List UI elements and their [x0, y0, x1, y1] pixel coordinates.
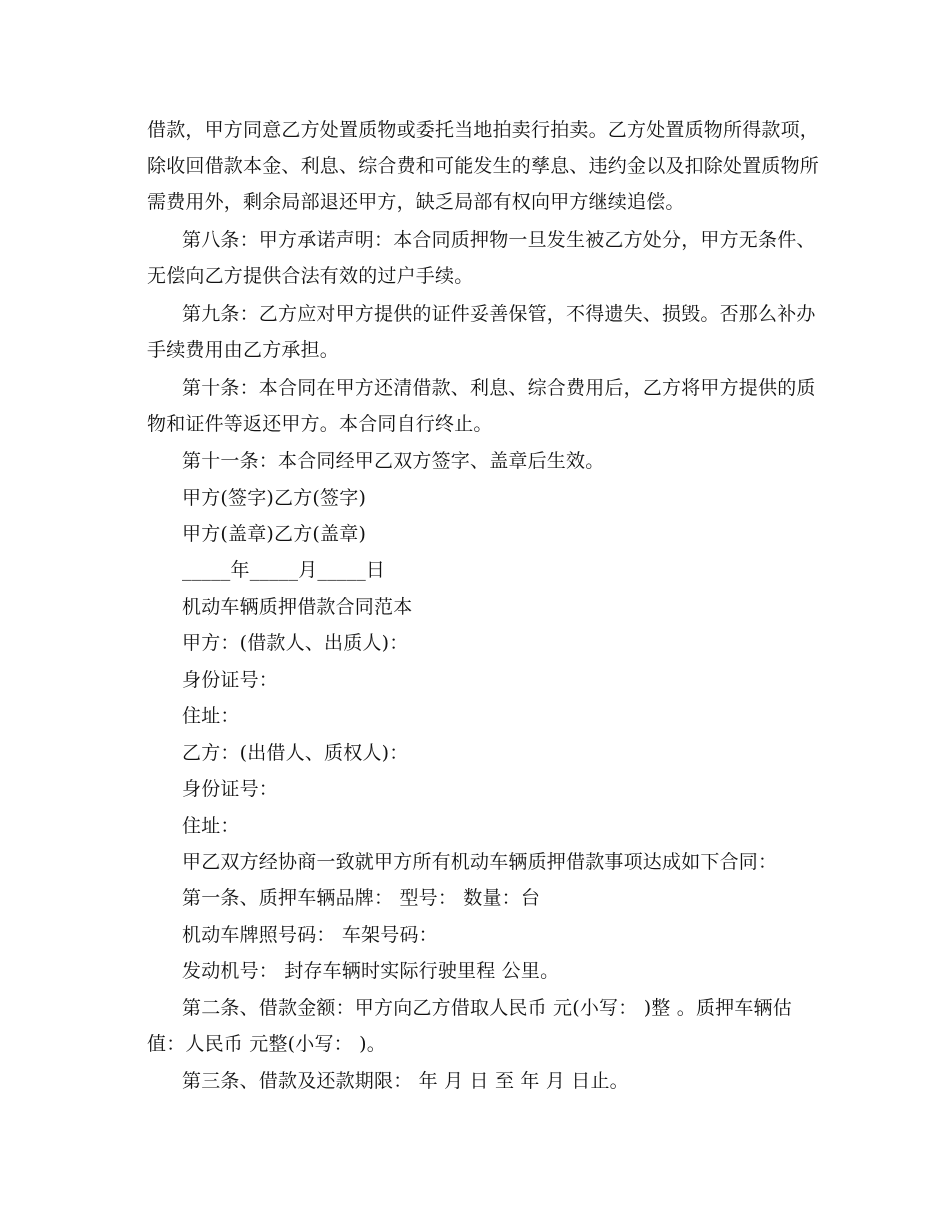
text-line: 除收回借款本金、利息、综合费和可能发生的孳息、违约金以及扣除处置质物所 — [147, 155, 820, 177]
text-line: 乙方：(出借人、质权人)： — [182, 742, 409, 764]
text-line: 身份证号： — [182, 669, 279, 691]
text-line: 第十一条：本合同经甲乙双方签字、盖章后生效。 — [182, 450, 605, 472]
date-line: _____年_____月_____日 — [182, 559, 386, 581]
seal-line: 甲方(盖章)乙方(盖章) — [182, 523, 367, 545]
text-line: 借款，甲方同意乙方处置质物或委托当地拍卖行拍卖。乙方处置质物所得款项， — [147, 119, 820, 141]
text-line: 住址： — [182, 705, 240, 727]
text-line: 无偿向乙方提供合法有效的过户手续。 — [147, 265, 474, 287]
text-line: 值：人民币 元整(小写： )。 — [147, 1033, 386, 1055]
text-line: 发动机号： 封存车辆时实际行驶里程 公里。 — [182, 960, 560, 982]
signature-line: 甲方(签字)乙方(签字) — [182, 487, 367, 509]
text-line: 身份证号： — [182, 778, 279, 800]
text-line: 第一条、质押车辆品牌： 型号： 数量：台 — [182, 887, 541, 909]
text-line: 需费用外，剩余局部退还甲方，缺乏局部有权向甲方继续追偿。 — [147, 191, 685, 213]
section-title: 机动车辆质押借款合同范本 — [182, 596, 413, 618]
text-line: 住址： — [182, 815, 240, 837]
text-line: 物和证件等返还甲方。本合同自行终止。 — [147, 413, 493, 435]
text-line: 甲乙双方经协商一致就甲方所有机动车辆质押借款事项达成如下合同： — [182, 851, 778, 873]
text-line: 机动车牌照号码： 车架号码： — [182, 924, 438, 946]
text-line: 第三条、借款及还款期限： 年 月 日 至 年 月 日止。 — [182, 1070, 629, 1092]
text-line: 手续费用由乙方承担。 — [147, 339, 340, 361]
text-line: 甲方：(借款人、出质人)： — [182, 632, 409, 654]
text-line: 第九条：乙方应对甲方提供的证件妥善保管，不得遗失、损毁。否那么补办 — [182, 303, 816, 325]
text-line: 第八条：甲方承诺声明：本合同质押物一旦发生被乙方处分，甲方无条件、 — [182, 229, 816, 251]
text-line: 第十条：本合同在甲方还清借款、利息、综合费用后，乙方将甲方提供的质 — [182, 377, 816, 399]
text-line: 第二条、借款金额：甲方向乙方借取人民币 元(小写： )整 。质押车辆估 — [182, 997, 792, 1019]
